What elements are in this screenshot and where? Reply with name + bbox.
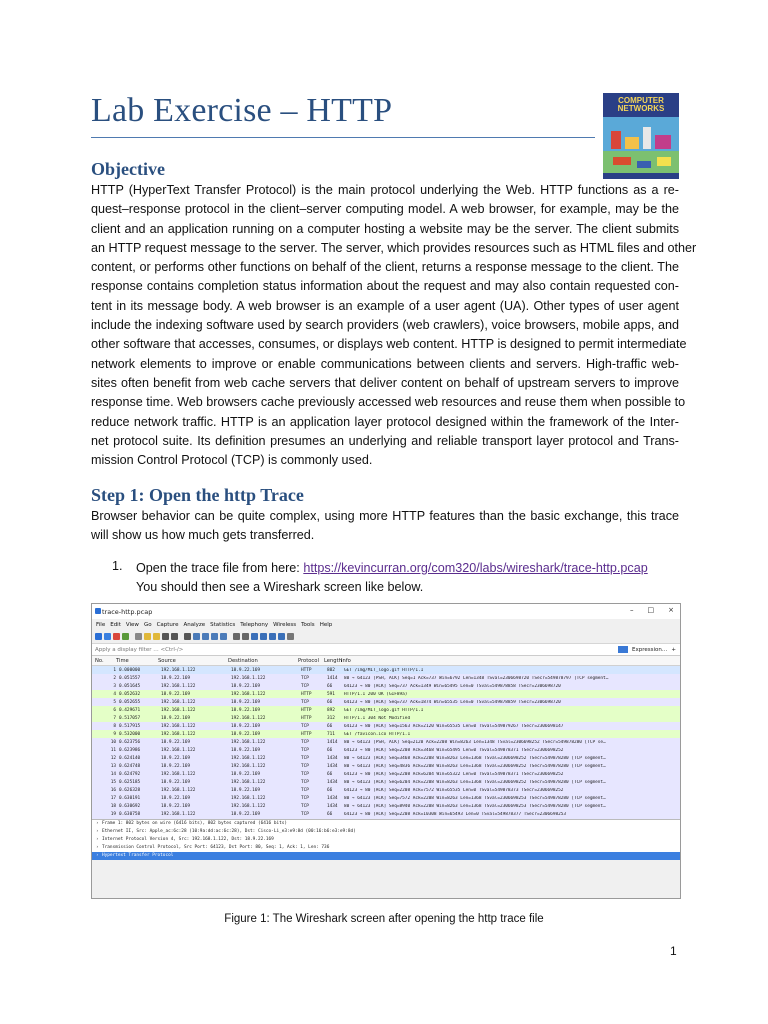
- cell-length: 892: [327, 707, 335, 713]
- cell-source: 18.9.22.169: [161, 715, 191, 721]
- table-row[interactable]: [92, 666, 680, 674]
- maximize-icon[interactable]: □: [647, 606, 655, 614]
- cell-protocol: TCP: [301, 772, 309, 778]
- cell-info: 80 → 64123 [ACK] Seq=8940 Ack=2208 Win=8263 Len=1368 TSval=2306698253 TSecr=549878280 [TCP segment…: [344, 804, 606, 810]
- cell-time: 0.051557: [119, 675, 141, 681]
- table-row[interactable]: [92, 763, 680, 771]
- main-toolbar: [92, 630, 680, 644]
- cell-no: 16: [110, 788, 116, 794]
- cell-destination: 18.9.22.169: [231, 723, 261, 729]
- table-row[interactable]: [92, 779, 680, 787]
- table-row[interactable]: [92, 674, 680, 682]
- step1-paragraph: [91, 507, 679, 546]
- paragraph-line: Browser behavior can be quite complex, using more HTTP features than the basic exchange, this trace: [91, 509, 679, 523]
- list-item-number: 1.: [112, 559, 123, 573]
- cell-destination: 18.9.22.169: [231, 667, 261, 673]
- cell-protocol: TCP: [301, 739, 309, 745]
- column-source[interactable]: Source: [158, 657, 176, 664]
- cell-info: 64123 → 80 [ACK] Seq=737 Ack=1349 Win=65495 Len=0 TSval=549878858 TSecr=2306698720: [344, 683, 561, 689]
- cell-info: HTTP/1.1 200 OK (GIF89a): [344, 691, 408, 697]
- document-title: Lab Exercise – HTTP: [91, 92, 393, 129]
- window-title: trace-http.pcap: [102, 607, 153, 616]
- detail-row[interactable]: [92, 820, 680, 828]
- figure-caption: Figure 1: The Wireshark screen after opening the http trace file: [224, 913, 544, 925]
- cell-length: 1434: [327, 764, 338, 770]
- paragraph-line: mission Control Protocol (TCP) is commonly used.: [91, 453, 373, 468]
- table-row[interactable]: [92, 706, 680, 714]
- expand-caret-icon[interactable]: ›: [96, 853, 99, 859]
- menu-item-tools[interactable]: Tools: [301, 621, 315, 628]
- cell-time: 0.624140: [119, 756, 141, 762]
- zoom-reset-icon[interactable]: [269, 633, 276, 640]
- cell-no: 9: [113, 731, 116, 737]
- layout-icon[interactable]: [287, 633, 294, 640]
- cell-destination: 192.168.1.122: [231, 691, 266, 697]
- paragraph-line: client and an application running on a computer hosting a website may be the server. The client submits: [91, 221, 679, 236]
- cell-length: 66: [327, 723, 333, 729]
- cell-no: 7: [113, 715, 116, 721]
- cell-time: 0.623756: [119, 739, 141, 745]
- cell-source: 192.168.1.122: [161, 723, 196, 729]
- cell-protocol: TCP: [301, 804, 309, 810]
- menu-item-analyze[interactable]: Analyze: [183, 621, 206, 628]
- cell-time: 0.624792: [119, 772, 141, 778]
- objective-paragraph: [91, 181, 697, 470]
- packet-list: [92, 666, 680, 819]
- paragraph-line: tent in its message body. A web browser is an example of a user agent (UA). Other types of user agent: [91, 298, 679, 313]
- cell-source: 192.168.1.122: [161, 707, 196, 713]
- menu-item-edit[interactable]: Edit: [110, 621, 121, 628]
- cell-protocol: TCP: [301, 796, 309, 802]
- table-row[interactable]: [92, 722, 680, 730]
- wireshark-logo-icon: [95, 608, 101, 614]
- detail-text: Frame 1: 802 bytes on wire (6416 bits), 802 bytes captured (6416 bits): [102, 821, 288, 827]
- column-info[interactable]: Info: [341, 657, 351, 664]
- cell-source: 18.9.22.169: [161, 691, 191, 697]
- cell-destination: 18.9.22.169: [231, 788, 261, 794]
- menu-item-statistics[interactable]: Statistics: [210, 621, 236, 628]
- options-icon[interactable]: [122, 633, 129, 640]
- paragraph-line: an HTTP request message to the server. The server, which provides resources such as HTML files and other: [91, 240, 697, 255]
- cell-destination: 192.168.1.122: [231, 756, 266, 762]
- cell-source: 18.9.22.169: [161, 796, 191, 802]
- detail-text: Transmission Control Protocol, Src Port: 64123, Dst Port: 80, Seq: 1, Ack: 1, Len: 736: [102, 845, 330, 851]
- cell-time: 0.630191: [119, 796, 141, 802]
- detail-row[interactable]: [92, 852, 680, 860]
- cell-length: 591: [327, 691, 335, 697]
- packet-list-header: [92, 656, 680, 666]
- cell-time: 0.630758: [119, 812, 141, 818]
- cell-source: 18.9.22.169: [161, 764, 191, 770]
- cell-time: 0.000000: [119, 667, 141, 673]
- table-row[interactable]: [92, 771, 680, 779]
- table-row[interactable]: [92, 682, 680, 690]
- cell-length: 66: [327, 747, 333, 753]
- cell-length: 1434: [327, 796, 338, 802]
- detail-text: Internet Protocol Version 4, Src: 192.168.1.122, Dst: 18.9.22.169: [102, 837, 274, 843]
- cell-protocol: TCP: [301, 780, 309, 786]
- cell-protocol: HTTP: [301, 731, 312, 737]
- cell-protocol: TCP: [301, 788, 309, 794]
- cell-info: GET /img/MIT_logo.gif HTTP/1.1: [344, 707, 424, 713]
- cell-info: 80 → 64123 [ACK] Seq=4836 Ack=2208 Win=8263 Len=1368 TSval=2306698252 TSecr=549878280 [TCP segment…: [344, 764, 606, 770]
- cell-info: GET /favicon.ico HTTP/1.1: [344, 731, 411, 737]
- cell-no: 10: [110, 739, 116, 745]
- menu-item-help[interactable]: Help: [319, 621, 333, 628]
- cell-source: 192.168.1.122: [161, 812, 196, 818]
- list-item-text: Open the trace file from here: https://kevincurran.org/com320/labs/wireshark/trace-http.pcap You should then see a Wireshark screen like below.: [136, 561, 648, 594]
- menu-item-wireless[interactable]: Wireless: [273, 621, 297, 628]
- forward-icon[interactable]: [193, 633, 200, 640]
- paragraph-line: network elements to improve or enable communications between clients and servers. High-traffic web-: [91, 356, 679, 371]
- display-filter-input[interactable]: Apply a display filter … <Ctrl-/>: [95, 646, 184, 653]
- paragraph-line: sites often benefit from web cache servers that deliver content on behalf of upstream servers to improve: [91, 375, 679, 390]
- book-cover-title: COMPUTER NETWORKS: [617, 96, 665, 113]
- cell-no: 15: [110, 780, 116, 786]
- column-protocol[interactable]: Protocol: [298, 657, 319, 664]
- cell-length: 802: [327, 667, 335, 673]
- cell-destination: 18.9.22.169: [231, 683, 261, 689]
- column-time[interactable]: Time: [116, 657, 129, 664]
- add-filter-button[interactable]: +: [671, 646, 676, 653]
- close-icon[interactable]: ×: [668, 606, 674, 614]
- reload-icon[interactable]: [162, 633, 169, 640]
- step1-heading: Step 1: Open the http Trace: [91, 485, 304, 505]
- cell-no: 3: [113, 683, 116, 689]
- cell-time: 0.052632: [119, 691, 141, 697]
- cell-source: 18.9.22.169: [161, 756, 191, 762]
- cell-destination: 192.168.1.122: [231, 780, 266, 786]
- cell-info: GET /img/MIT_logo.gif HTTP/1.1: [344, 667, 424, 673]
- cell-length: 66: [327, 812, 333, 818]
- cell-info: 64123 → 80 [ACK] Seq=2208 Ack=3468 Win=65495 Len=0 TSval=549878371 TSecr=2306698252: [344, 747, 564, 753]
- cell-time: 0.429671: [119, 707, 141, 713]
- window-titlebar: [92, 604, 680, 619]
- detail-row[interactable]: [92, 836, 680, 844]
- cell-destination: 18.9.22.169: [231, 731, 261, 737]
- apply-filter-arrow-icon[interactable]: [618, 646, 628, 653]
- cell-protocol: TCP: [301, 723, 309, 729]
- restart-capture-icon[interactable]: [113, 633, 120, 640]
- cell-length: 1414: [327, 739, 338, 745]
- cell-protocol: HTTP: [301, 667, 312, 673]
- detail-text: Ethernet II, Src: Apple_ac:6c:28 (10:9a:dd:ac:6c:28), Dst: Cisco-Li_e3:e9:8d (00:16:b6:e3:e9:8d): [102, 829, 356, 835]
- cell-info: 64123 → 80 [ACK] Seq=2208 Ack=10308 Win=65493 Len=0 TSval=549878377 TSecr=2306698253: [344, 812, 567, 818]
- cell-protocol: TCP: [301, 699, 309, 705]
- cell-destination: 192.168.1.122: [231, 739, 266, 745]
- cell-no: 1: [113, 667, 116, 673]
- cell-no: 18: [110, 804, 116, 810]
- wireshark-screenshot: [91, 603, 681, 899]
- cell-info: 80 → 64123 [ACK] Seq=6204 Ack=2208 Win=8263 Len=1368 TSval=2306698252 TSecr=549878280 [TCP segment…: [344, 780, 606, 786]
- cell-no: 4: [113, 691, 116, 697]
- cell-length: 66: [327, 788, 333, 794]
- back-icon[interactable]: [184, 633, 191, 640]
- cell-source: 192.168.1.122: [161, 683, 196, 689]
- cell-no: 6: [113, 707, 116, 713]
- detail-row[interactable]: [92, 828, 680, 836]
- cell-length: 66: [327, 699, 333, 705]
- menu-item-go[interactable]: Go: [143, 621, 152, 628]
- cell-protocol: TCP: [301, 812, 309, 818]
- table-row[interactable]: [92, 690, 680, 698]
- cell-source: 192.168.1.122: [161, 772, 196, 778]
- cell-info: 80 → 64123 [ACK] Seq=3468 Ack=2208 Win=8263 Len=1368 TSval=2306698252 TSecr=549878280 [TCP segment…: [344, 756, 606, 762]
- cell-no: 12: [110, 756, 116, 762]
- cell-length: 711: [327, 731, 335, 737]
- table-row[interactable]: [92, 746, 680, 754]
- cell-time: 0.052655: [119, 699, 141, 705]
- cell-source: 192.168.1.122: [161, 667, 196, 673]
- cell-protocol: TCP: [301, 675, 309, 681]
- cell-length: 66: [327, 683, 333, 689]
- cell-length: 1434: [327, 756, 338, 762]
- expand-caret-icon[interactable]: ›: [96, 837, 99, 843]
- cell-time: 0.517915: [119, 723, 141, 729]
- cell-no: 2: [113, 675, 116, 681]
- expand-caret-icon[interactable]: ›: [96, 829, 99, 835]
- cell-length: 1434: [327, 780, 338, 786]
- paragraph-line: include the indexing software used by search providers (web crawlers), voice browsers, mobile apps, and: [91, 318, 679, 333]
- cell-destination: 192.168.1.122: [231, 764, 266, 770]
- cell-source: 192.168.1.122: [161, 747, 196, 753]
- open-file-icon[interactable]: [135, 633, 142, 640]
- cell-time: 0.624748: [119, 764, 141, 770]
- cell-protocol: TCP: [301, 764, 309, 770]
- goto-icon[interactable]: [202, 633, 209, 640]
- cell-source: 192.168.1.122: [161, 731, 196, 737]
- resize-columns-icon[interactable]: [278, 633, 285, 640]
- objective-heading: Objective: [91, 159, 165, 179]
- cell-time: 0.051645: [119, 683, 141, 689]
- cell-source: 18.9.22.169: [161, 739, 191, 745]
- menu-item-telephony[interactable]: Telephony: [240, 621, 269, 628]
- column-no[interactable]: No.: [95, 657, 104, 664]
- cell-no: 17: [110, 796, 116, 802]
- expand-caret-icon[interactable]: ›: [96, 845, 99, 851]
- trace-file-link[interactable]: https://kevincurran.org/com320/labs/wireshark/trace-http.pcap: [303, 561, 648, 575]
- cell-source: 18.9.22.169: [161, 675, 191, 681]
- cell-length: 66: [327, 772, 333, 778]
- book-cover-image: [603, 93, 679, 179]
- close-file-icon[interactable]: [153, 633, 160, 640]
- book-cover-art: [603, 93, 679, 179]
- cell-protocol: TCP: [301, 683, 309, 689]
- colorize-icon[interactable]: [242, 633, 249, 640]
- cell-destination: 192.168.1.122: [231, 804, 266, 810]
- paragraph-line: reduce network traffic. HTTP is an application layer protocol designed within the framework of the Inter-: [91, 414, 679, 429]
- cell-time: 0.532000: [119, 731, 141, 737]
- expand-caret-icon[interactable]: ›: [96, 821, 99, 827]
- cell-destination: 18.9.22.169: [231, 772, 261, 778]
- cell-length: 1434: [327, 804, 338, 810]
- menu-item-file[interactable]: File: [96, 621, 106, 628]
- cell-protocol: TCP: [301, 747, 309, 753]
- cell-no: 14: [110, 772, 116, 778]
- column-destination[interactable]: Destination: [228, 657, 258, 664]
- stop-capture-icon[interactable]: [104, 633, 111, 640]
- autoscroll-icon[interactable]: [233, 633, 240, 640]
- filter-expression-button[interactable]: Expression…: [632, 646, 668, 653]
- find-icon[interactable]: [171, 633, 178, 640]
- column-length[interactable]: Length: [324, 657, 342, 664]
- cell-info: 80 → 64123 [ACK] Seq=7572 Ack=2208 Win=8263 Len=1368 TSval=2306698253 TSecr=549878280 [TCP segment…: [344, 796, 606, 802]
- cell-no: 8: [113, 723, 116, 729]
- cell-length: 312: [327, 715, 335, 721]
- cell-destination: 18.9.22.169: [231, 699, 261, 705]
- table-row[interactable]: [92, 803, 680, 811]
- cell-destination: 192.168.1.122: [231, 715, 266, 721]
- cell-protocol: HTTP: [301, 715, 312, 721]
- zoom-in-icon[interactable]: [251, 633, 258, 640]
- cell-no: 11: [110, 747, 116, 753]
- paragraph-line: response time. Web browsers cache previously accessed web resources and reuse them when possible to: [91, 395, 686, 410]
- cell-info: 64123 → 80 [ACK] Seq=1563 Ack=2120 Win=65535 Len=0 TSval=549879267 TSecr=2306698147: [344, 723, 564, 729]
- paragraph-line: quest–response protocol in the client–server computing model. A web browser, for example, may be the: [91, 202, 679, 217]
- cell-info: 64123 → 80 [ACK] Seq=2208 Ack=7572 Win=65535 Len=0 TSval=549878373 TSecr=2306698252: [344, 788, 564, 794]
- menu-item-capture[interactable]: Capture: [156, 621, 179, 628]
- cell-time: 0.630692: [119, 804, 141, 810]
- cell-time: 0.626328: [119, 788, 141, 794]
- zoom-out-icon[interactable]: [260, 633, 267, 640]
- cell-source: 18.9.22.169: [161, 804, 191, 810]
- cell-info: HTTP/1.1 304 Not Modified: [344, 715, 411, 721]
- table-row[interactable]: [92, 730, 680, 738]
- cell-info: 64123 → 80 [ACK] Seq=737 Ack=1874 Win=65535 Len=0 TSval=549878859 TSecr=2306698720: [344, 699, 561, 705]
- minimize-icon[interactable]: –: [630, 606, 634, 614]
- cell-protocol: HTTP: [301, 691, 312, 697]
- cell-time: 0.517057: [119, 715, 141, 721]
- paragraph-line: response contains completion status information about the request and may also contain requested con-: [91, 279, 679, 294]
- cell-source: 192.168.1.122: [161, 788, 196, 794]
- cell-source: 192.168.1.122: [161, 699, 196, 705]
- paragraph-line: net protocol suite. Its definition presumes an underlying and reliable transport layer protocol and Trans-: [91, 433, 679, 448]
- table-row[interactable]: [92, 787, 680, 795]
- cell-length: 1414: [327, 675, 338, 681]
- cell-destination: 18.9.22.169: [231, 747, 261, 753]
- cell-destination: 18.9.22.169: [231, 812, 261, 818]
- menu-item-view[interactable]: View: [125, 621, 139, 628]
- last-packet-icon[interactable]: [220, 633, 227, 640]
- table-row[interactable]: [92, 698, 680, 706]
- detail-row[interactable]: [92, 844, 680, 852]
- cell-destination: 192.168.1.122: [231, 675, 266, 681]
- cell-no: 19: [110, 812, 116, 818]
- cell-protocol: TCP: [301, 756, 309, 762]
- paragraph-line: HTTP (HyperText Transfer Protocol) is the main protocol underlying the Web. HTTP functions as a re-: [91, 183, 679, 197]
- table-row[interactable]: [92, 714, 680, 722]
- table-row[interactable]: [92, 755, 680, 763]
- cell-destination: 192.168.1.122: [231, 796, 266, 802]
- cell-time: 0.623986: [119, 747, 141, 753]
- detail-text: Hypertext Transfer Protocol: [102, 853, 174, 859]
- cell-no: 5: [113, 699, 116, 705]
- save-file-icon[interactable]: [144, 633, 151, 640]
- cell-source: 18.9.22.169: [161, 780, 191, 786]
- start-capture-icon[interactable]: [95, 633, 102, 640]
- page-number: 1: [670, 944, 677, 958]
- cell-info: 80 → 64123 [PSH, ACK] Seq=2120 Ack=2208 Win=8263 Len=1348 TSval=2306698252 TSecr=549878280 [TCP se…: [344, 739, 606, 745]
- cell-protocol: HTTP: [301, 707, 312, 713]
- table-row[interactable]: [92, 795, 680, 803]
- menu-bar: [92, 619, 680, 630]
- packet-details-pane: [92, 819, 680, 860]
- cell-destination: 18.9.22.169: [231, 707, 261, 713]
- paragraph-line: content, or performs other functions on behalf of the client, returns a response message to the client. The: [91, 260, 679, 275]
- paragraph-line: other software that accesses, consumes, or displays web content. HTTP is designed to permit intermediate: [91, 337, 687, 352]
- table-row[interactable]: [92, 738, 680, 746]
- cell-info: 80 → 64123 [PSH, ACK] Seq=1 Ack=737 Win=6792 Len=1348 TSval=2306698720 TSecr=549878797 [TCP segment…: [344, 675, 609, 681]
- cell-info: 64123 → 80 [ACK] Seq=2208 Ack=6204 Win=65322 Len=0 TSval=549878371 TSecr=2306698252: [344, 772, 564, 778]
- title-divider: [91, 137, 595, 138]
- paragraph-line: will show us how much gets transferred.: [91, 528, 315, 543]
- cell-time: 0.625185: [119, 780, 141, 786]
- first-packet-icon[interactable]: [211, 633, 218, 640]
- display-filter-bar[interactable]: [92, 644, 680, 656]
- table-row[interactable]: [92, 811, 680, 819]
- cell-no: 13: [110, 764, 116, 770]
